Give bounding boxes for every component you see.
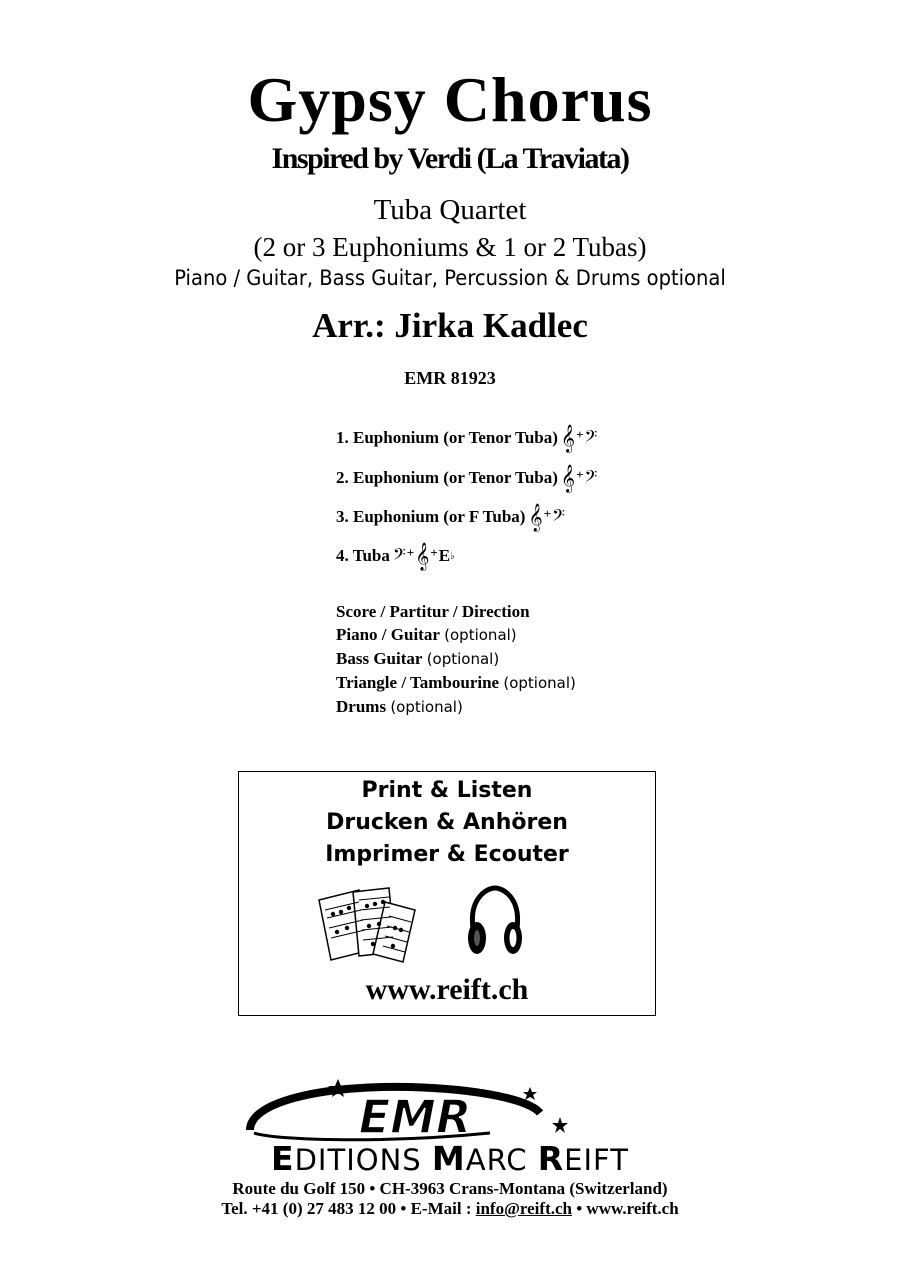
plus-sign: + xyxy=(430,545,438,560)
optional-note: (optional) xyxy=(503,674,576,692)
headphones-icon xyxy=(465,884,525,958)
optional-note: (optional) xyxy=(426,650,500,668)
publisher-name-part: R xyxy=(537,1139,565,1178)
email-link[interactable]: info@reift.ch xyxy=(475,1199,572,1218)
optional-instruments-line: Piano / Guitar, Bass Guitar, Percussion & Drums optional xyxy=(174,266,726,290)
part-label: 2. Euphonium (or Tenor Tuba) xyxy=(336,468,558,487)
treble-clef-icon: 𝄞 xyxy=(560,464,576,492)
subtitle: Inspired by Verdi (La Traviata) xyxy=(271,142,629,175)
website-link[interactable]: • www.reift.ch xyxy=(571,1199,679,1218)
part-item xyxy=(336,465,597,491)
publisher-contact xyxy=(0,1198,900,1220)
score-item xyxy=(336,623,576,647)
part-item xyxy=(336,543,455,569)
publisher-name xyxy=(0,1139,900,1178)
treble-clef-icon: 𝄞 xyxy=(528,503,543,531)
bass-clef-icon: 𝄢 xyxy=(584,466,598,490)
part-label: 1. Euphonium (or Tenor Tuba) xyxy=(336,428,558,447)
sheet-music-icon xyxy=(315,884,425,964)
key-label: E xyxy=(438,546,451,565)
plus-sign: + xyxy=(406,545,415,560)
emr-logo xyxy=(240,1075,580,1145)
score-item xyxy=(336,695,576,719)
contact-phone: Tel. +41 (0) 27 483 12 00 • E-Mail : xyxy=(221,1199,476,1218)
score-name: Piano / Guitar xyxy=(336,625,440,644)
promo-line-de: Drucken & Anhören xyxy=(326,810,568,835)
score-name: Drums xyxy=(336,697,387,716)
flat-sign: ♭ xyxy=(450,550,455,562)
promo-url-link[interactable]: www.reift.ch xyxy=(365,973,529,1006)
plus-sign: + xyxy=(543,506,552,521)
part-label: 4. Tuba xyxy=(336,546,390,565)
publisher-address: Route du Golf 150 • CH-3963 Crans-Montana (Switzerland) xyxy=(232,1179,668,1198)
part-label: 3. Euphonium (or F Tuba) xyxy=(336,507,526,526)
plus-sign: + xyxy=(576,467,584,482)
ensemble: Tuba Quartet xyxy=(373,194,527,226)
logo-text: EMR xyxy=(358,1090,472,1144)
bass-clef-icon: 𝄢 xyxy=(584,426,598,450)
score-name: Triangle / Tambourine xyxy=(336,673,500,692)
publisher-name-part: EIFT xyxy=(564,1143,629,1177)
bass-clef-icon: 𝄢 xyxy=(392,544,406,568)
catalog-number: EMR 81923 xyxy=(404,368,496,388)
score-name: Bass Guitar xyxy=(336,649,423,668)
publisher-name-part: E xyxy=(271,1139,295,1178)
publisher-name-part: M xyxy=(431,1139,466,1178)
publisher-name-part: DITIONS xyxy=(294,1143,432,1177)
instrumentation: (2 or 3 Euphoniums & 1 or 2 Tubas) xyxy=(253,232,647,262)
publisher-name-part: ARC xyxy=(465,1143,538,1177)
promo-line-fr: Imprimer & Ecouter xyxy=(325,842,569,867)
part-item xyxy=(336,504,565,530)
part-item xyxy=(336,425,597,451)
score-name: Score / Partitur / Direction xyxy=(336,602,530,621)
plus-sign: + xyxy=(576,427,584,442)
score-item xyxy=(336,600,576,623)
promo-line-en: Print & Listen xyxy=(361,778,533,803)
bass-clef-icon: 𝄢 xyxy=(552,505,565,529)
treble-clef-icon: 𝄞 xyxy=(560,424,576,452)
treble-clef-icon: 𝄞 xyxy=(415,542,430,570)
title: Gypsy Chorus xyxy=(247,64,653,135)
score-item xyxy=(336,647,576,671)
optional-note: (optional) xyxy=(390,698,463,716)
arranger: Arr.: Jirka Kadlec xyxy=(312,306,588,345)
score-item xyxy=(336,671,576,695)
score-list xyxy=(336,600,576,719)
print-listen-box xyxy=(238,771,656,1016)
optional-note: (optional) xyxy=(444,626,517,644)
